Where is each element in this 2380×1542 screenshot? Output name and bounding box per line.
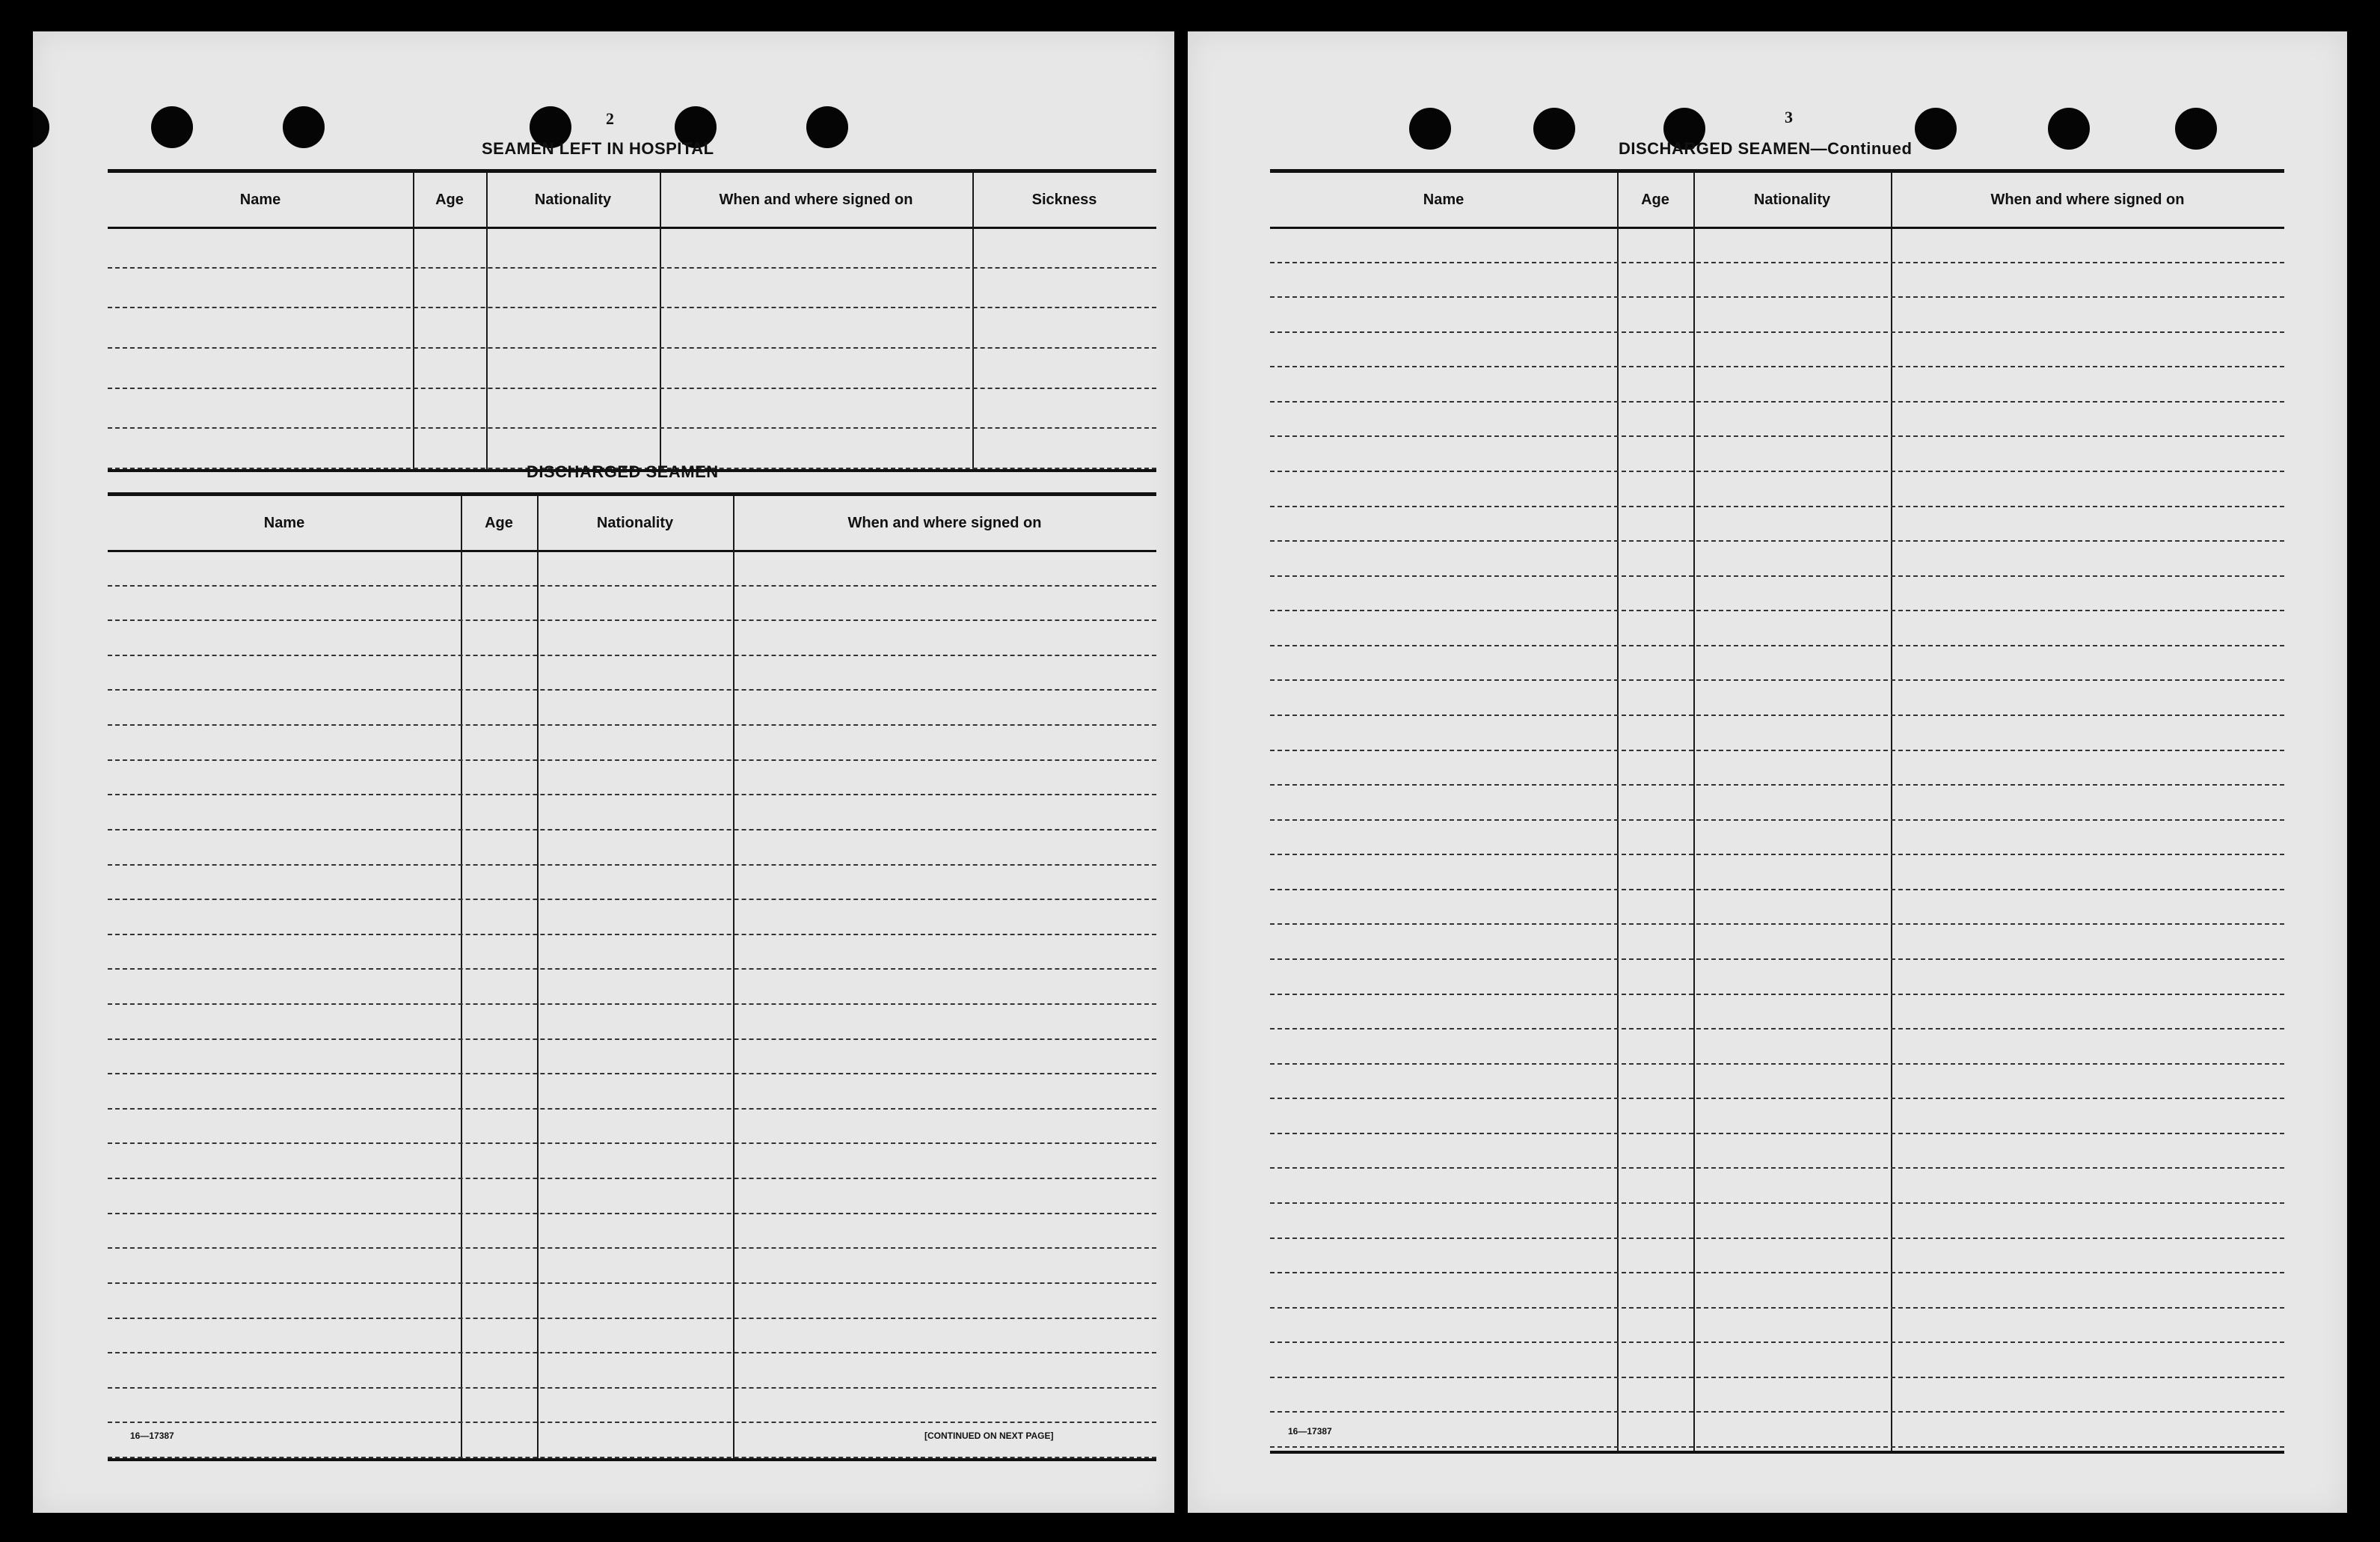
form-number: 16—17387 bbox=[130, 1431, 174, 1441]
page-number: 3 bbox=[1785, 108, 1793, 126]
table-row bbox=[1270, 1167, 2284, 1169]
table-row bbox=[108, 829, 1156, 830]
header-sickness: Sickness bbox=[1031, 191, 1097, 208]
table-row bbox=[1270, 1377, 2284, 1378]
punch-hole-icon bbox=[2048, 108, 2090, 150]
table-row bbox=[108, 1142, 1156, 1144]
header-age: Age bbox=[1641, 191, 1669, 208]
left-page bbox=[33, 31, 1174, 1513]
table-row bbox=[1270, 296, 2284, 298]
header-signed-on: When and where signed on bbox=[1990, 191, 2185, 208]
table-row bbox=[1270, 1307, 2284, 1309]
header-name: Name bbox=[1423, 191, 1465, 208]
table-row bbox=[1270, 1133, 2284, 1134]
header-age: Age bbox=[435, 191, 464, 208]
hospital-table bbox=[108, 169, 1156, 472]
table-row bbox=[1270, 401, 2284, 403]
table-row bbox=[108, 655, 1156, 656]
table-row bbox=[1270, 679, 2284, 681]
table-row bbox=[108, 1387, 1156, 1389]
table-row bbox=[108, 1282, 1156, 1284]
table-row bbox=[1270, 1411, 2284, 1413]
table-row bbox=[108, 899, 1156, 900]
punch-hole-icon bbox=[151, 106, 193, 148]
punch-hole-icon bbox=[1915, 108, 1957, 150]
title-continued: —Continued bbox=[1810, 139, 1913, 158]
table-row bbox=[1270, 471, 2284, 472]
table-row bbox=[1270, 435, 2284, 437]
table-row bbox=[108, 1352, 1156, 1353]
table-row bbox=[108, 619, 1156, 621]
table-row bbox=[1270, 1063, 2284, 1065]
table-row bbox=[1270, 715, 2284, 716]
table-header bbox=[108, 173, 1156, 229]
table-row bbox=[1270, 1272, 2284, 1273]
header-signed-on: When and where signed on bbox=[847, 514, 1042, 531]
table-row bbox=[1270, 750, 2284, 751]
table-row bbox=[108, 267, 1156, 269]
table-row bbox=[1270, 1202, 2284, 1204]
form-number: 16—17387 bbox=[1288, 1426, 1332, 1437]
table-row bbox=[108, 427, 1156, 429]
table-row bbox=[1270, 506, 2284, 507]
header-nationality: Nationality bbox=[534, 191, 612, 208]
discharged-table-title: DISCHARGED SEAMEN bbox=[527, 462, 719, 481]
table-row bbox=[1270, 889, 2284, 890]
table-row bbox=[108, 347, 1156, 349]
table-row bbox=[108, 1213, 1156, 1214]
table-row bbox=[1270, 575, 2284, 577]
table-row bbox=[1270, 331, 2284, 333]
header-nationality: Nationality bbox=[596, 514, 674, 531]
header-signed-on: When and where signed on bbox=[719, 191, 913, 208]
table-row bbox=[108, 794, 1156, 795]
punch-hole-icon bbox=[2175, 108, 2217, 150]
punch-hole-icon bbox=[283, 106, 325, 148]
header-age: Age bbox=[485, 514, 513, 531]
table-row bbox=[108, 968, 1156, 970]
page-number: 2 bbox=[606, 109, 614, 128]
table-row bbox=[1270, 854, 2284, 855]
table-row bbox=[108, 864, 1156, 866]
punch-hole-icon bbox=[1533, 108, 1575, 150]
table-row bbox=[108, 1178, 1156, 1179]
header-name: Name bbox=[263, 514, 305, 531]
discharged-table bbox=[108, 492, 1156, 1461]
table-row bbox=[108, 585, 1156, 587]
table-row bbox=[1270, 819, 2284, 821]
discharged-table-continued bbox=[1270, 169, 2284, 1454]
table-row bbox=[108, 388, 1156, 389]
table-row bbox=[1270, 262, 2284, 263]
title-main: DISCHARGED SEAMEN bbox=[1619, 139, 1811, 158]
punch-hole-icon bbox=[33, 106, 49, 148]
header-nationality: Nationality bbox=[1753, 191, 1831, 208]
header-name: Name bbox=[239, 191, 281, 208]
table-row bbox=[108, 1247, 1156, 1249]
punch-hole-icon bbox=[806, 106, 848, 148]
table-row bbox=[1270, 1237, 2284, 1239]
hospital-table-title: SEAMEN LEFT IN HOSPITAL bbox=[482, 139, 714, 158]
table-row bbox=[1270, 1028, 2284, 1029]
table-row bbox=[1270, 1446, 2284, 1448]
right-page bbox=[1188, 31, 2347, 1513]
table-row bbox=[1270, 923, 2284, 925]
table-row bbox=[108, 689, 1156, 691]
table-row bbox=[108, 759, 1156, 761]
table-row bbox=[1270, 1098, 2284, 1099]
discharged-continued-title bbox=[1619, 139, 1912, 159]
punch-hole-icon bbox=[1409, 108, 1451, 150]
table-row bbox=[108, 1073, 1156, 1074]
table-row bbox=[1270, 540, 2284, 542]
table-row bbox=[1270, 610, 2284, 611]
table-row bbox=[108, 724, 1156, 726]
table-header bbox=[108, 496, 1156, 552]
table-row bbox=[108, 307, 1156, 308]
table-row bbox=[1270, 366, 2284, 367]
table-row bbox=[108, 1318, 1156, 1319]
table-row bbox=[108, 1003, 1156, 1005]
continued-note: [CONTINUED ON NEXT PAGE] bbox=[924, 1431, 1054, 1441]
table-header bbox=[1270, 173, 2284, 229]
table-row bbox=[1270, 958, 2284, 960]
table-row bbox=[108, 1038, 1156, 1040]
table-row bbox=[108, 1457, 1156, 1458]
table-row bbox=[1270, 1341, 2284, 1343]
table-row bbox=[1270, 645, 2284, 646]
table-row bbox=[108, 934, 1156, 935]
table-row bbox=[108, 1108, 1156, 1110]
table-row bbox=[1270, 994, 2284, 995]
table-row bbox=[1270, 784, 2284, 786]
table-row bbox=[108, 1422, 1156, 1423]
